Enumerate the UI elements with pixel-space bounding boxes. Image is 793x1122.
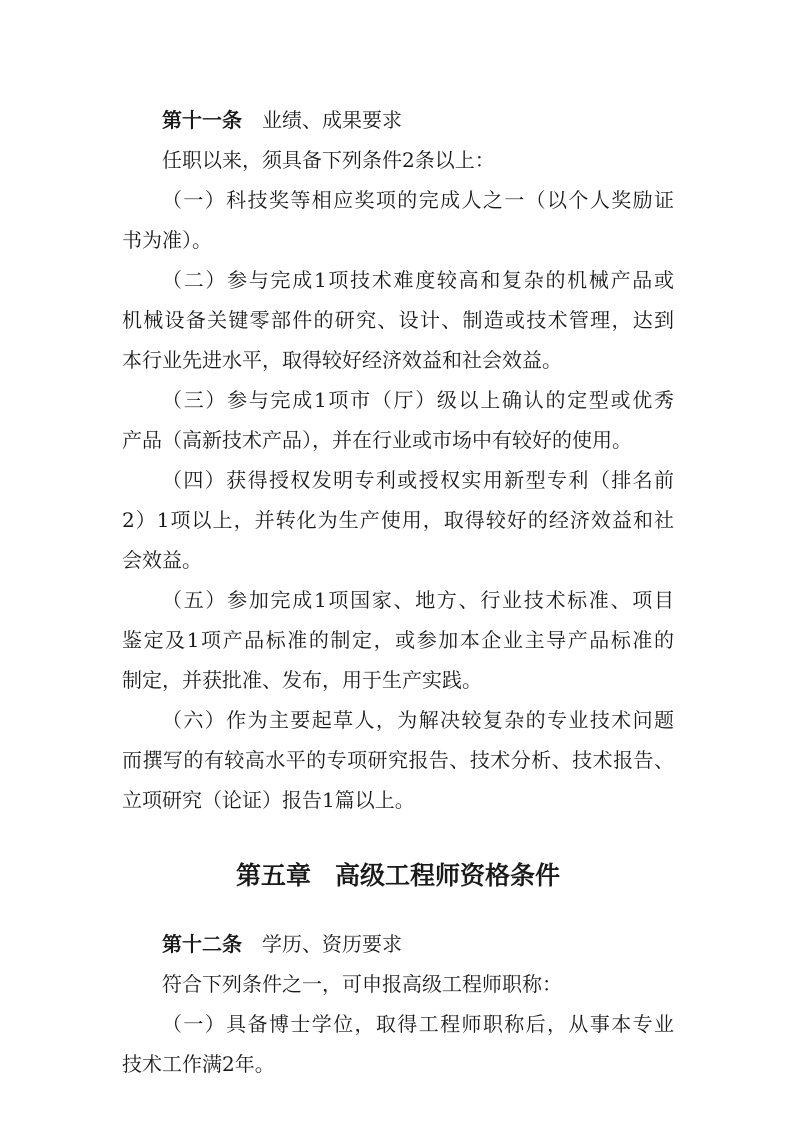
article-12-intro: 符合下列条件之一，可申报高级工程师职称： [162,972,562,996]
article-11-item-1-line-1: （一）科技奖等相应奖项的完成人之一（以个人奖励证 [162,188,674,212]
article-12-heading [122,924,674,964]
article-11-number: 第十一条 [162,108,242,132]
chapter-5-heading [122,850,674,902]
chapter-5-number: 第五章 [235,861,311,890]
article-11-item-4-line-2: 2）1项以上，并转化为生产使用，取得较好的经济效益和社 [122,508,674,532]
article-11-item-2-line-1: （二）参与完成1项技术难度较高和复杂的机械产品或 [162,268,674,292]
article-11-item-6-line-2: 而撰写的有较高水平的专项研究报告、技术分析、技术报告、 [122,748,674,772]
article-11-item-6-line-1: （六）作为主要起草人，为解决较复杂的专业技术问题 [162,708,674,732]
article-12-item-1-line-1: （一）具备博士学位，取得工程师职称后，从事本专业 [162,1012,674,1036]
article-11-item-5-line-1: （五）参加完成1项国家、地方、行业技术标准、项目 [162,588,674,612]
article-11-item-3-line-1: （三）参与完成1项市（厅）级以上确认的定型或优秀 [162,388,674,412]
article-11-intro: 任职以来，须具备下列条件2条以上： [162,148,495,172]
article-11-heading [122,100,674,140]
article-11-title: 业绩、成果要求 [262,108,402,132]
article-11-item-5-line-3: 制定，并获批准、发布，用于生产实践。 [122,668,482,692]
article-11-item-2-line-2: 机械设备关键零部件的研究、设计、制造或技术管理，达到 [122,308,674,332]
article-11-item-2-line-3: 本行业先进水平，取得较好经济效益和社会效益。 [122,348,562,372]
article-11-item-5-line-2: 鉴定及1项产品标准的制定，或参加本企业主导产品标准的 [122,628,674,652]
document-content [122,100,674,1084]
chapter-5-title: 高级工程师资格条件 [335,861,561,890]
article-11-item-1-line-2: 书为准）。 [122,228,212,252]
article-11-item-6-line-3: 立项研究（论证）报告1篇以上。 [122,788,415,812]
article-12-number: 第十二条 [162,932,242,956]
article-11-item-4-line-1: （四）获得授权发明专利或授权实用新型专利（排名前 [162,468,674,492]
article-12-item-1-line-2: 技术工作满2年。 [122,1052,275,1076]
article-11-item-4-line-3: 会效益。 [122,548,202,572]
article-12-title: 学历、资历要求 [262,932,402,956]
article-11-item-3-line-2: 产品（高新技术产品），并在行业或市场中有较好的使用。 [122,428,632,452]
